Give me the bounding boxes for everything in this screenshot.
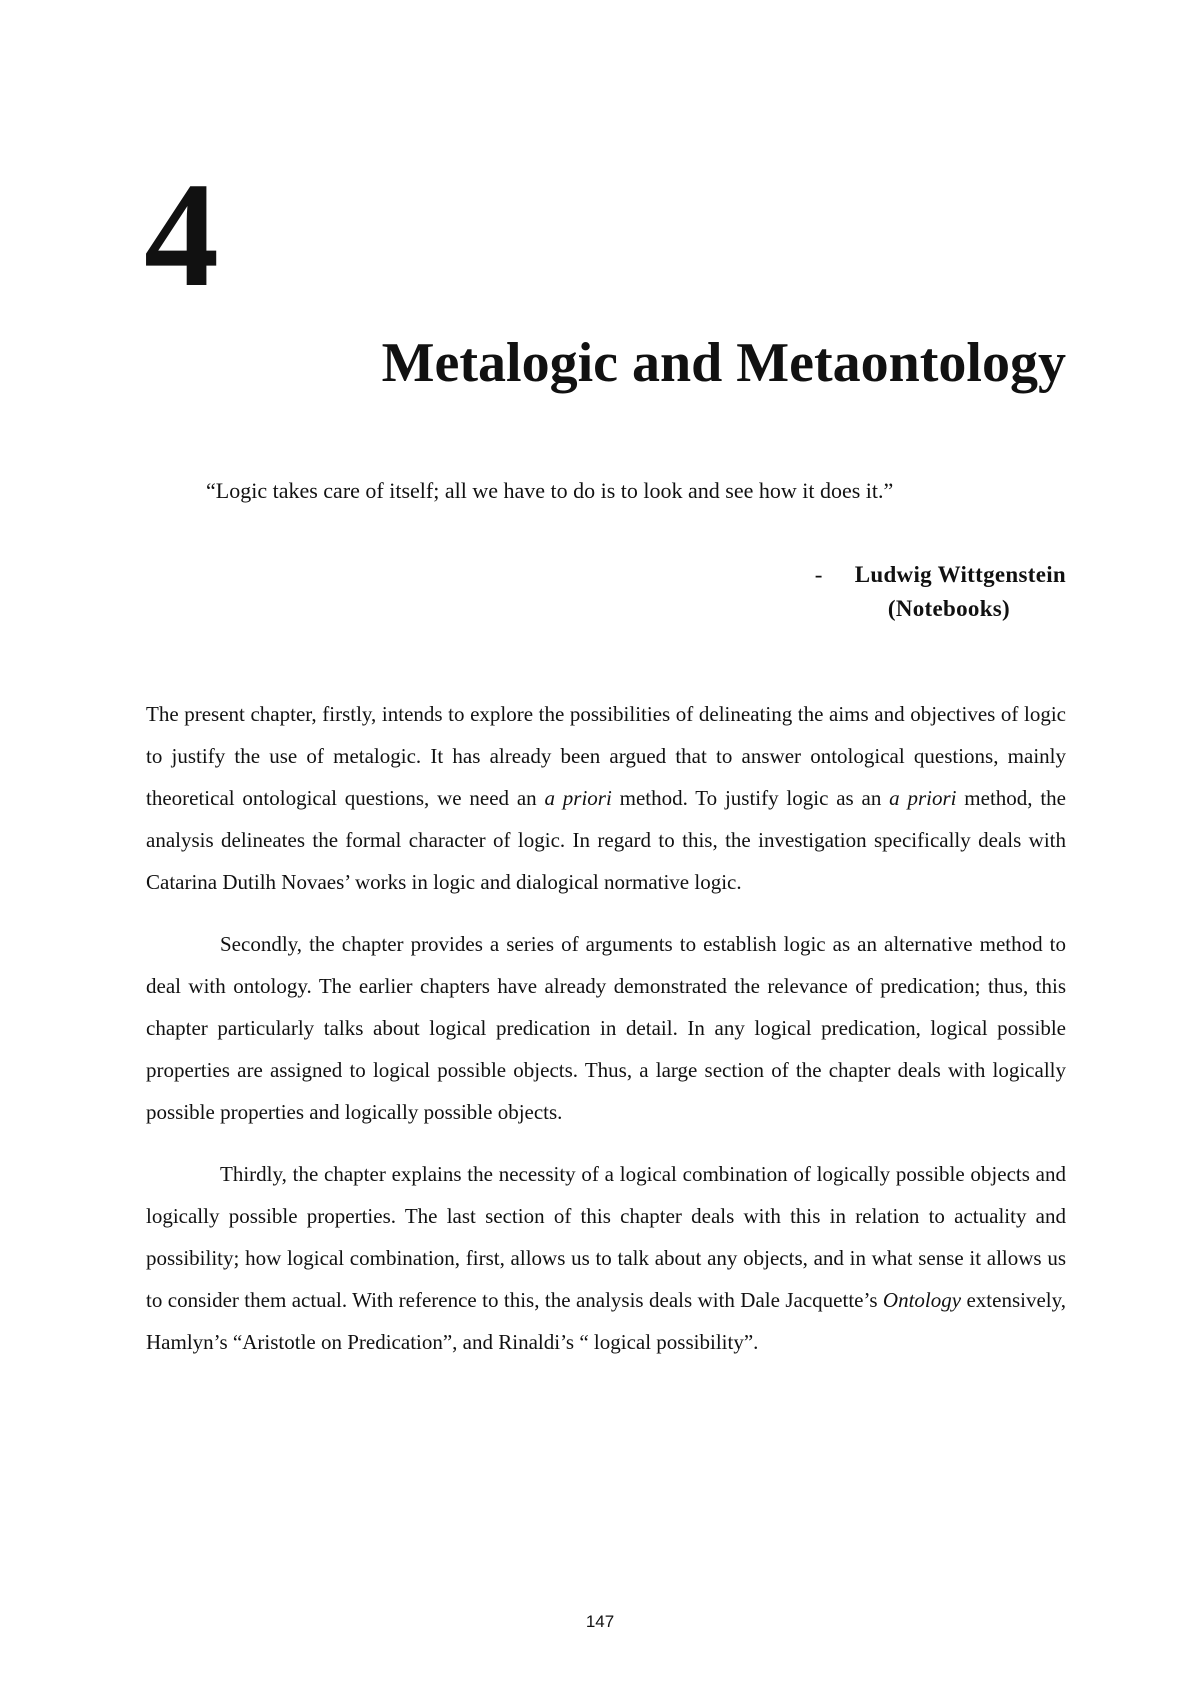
page-number: 147 xyxy=(585,1612,615,1631)
paragraph-3 xyxy=(146,1153,1066,1363)
attribution-dash: - xyxy=(814,562,823,587)
paragraph-1-text-a: The present chapter, firstly, intends to explore the possibilities of delineating the aims and objectives of logic to justify the use of metalogic. It has already been argued that to answer ontological questions, mainly theoretical ontological questions, we need an xyxy=(146,702,1066,810)
epigraph-attribution xyxy=(746,558,1066,626)
paragraph-3-text-b: extensively, Hamlyn’s “Aristotle on Predication”, and Rinaldi’s “ logical possibility”. xyxy=(146,1288,1066,1354)
paragraph-1-emphasis-a: a priori xyxy=(544,786,612,810)
attribution-author: Ludwig Wittgenstein xyxy=(854,562,1066,587)
body-text xyxy=(146,693,1066,1383)
paragraph-2: Secondly, the chapter provides a series of arguments to establish logic as an alternative method to deal with ontology. The earlier chapters have already demonstrated the relevance of predication; thus, this chapter particularly talks about logical predication in detail. In any logical predication, logical possible properties are assigned to logical possible objects. Thus, a large section of the chapter deals with logically possible properties and logically possible objects. xyxy=(146,932,1066,1124)
paragraph-1 xyxy=(146,693,1066,903)
paragraph-3-emphasis: Ontology xyxy=(882,1288,962,1312)
paragraph-1-text-c: method, the analysis delineates the formal character of logic. In regard to this, the investigation specifically deals with Catarina Dutilh Novaes’ works in logic and dialogical normative logic. xyxy=(146,786,1066,894)
attribution-line xyxy=(815,562,1066,587)
paragraph-3-text-a: Thirdly, the chapter explains the necessity of a logical combination of logically possible objects and logically possible properties. The last section of this chapter deals with this in relation to actuality and possibility; how logical combination, first, allows us to talk about any objects, and in what sense it allows us to consider them actual. With reference to this, the analysis deals with Dale Jacquette’s xyxy=(146,1162,1066,1312)
epigraph-quote: “Logic takes care of itself; all we have to do is to look and see how it does it.” xyxy=(206,478,894,503)
chapter-number: 4 xyxy=(144,152,219,318)
paragraph-1-emphasis-b: a priori xyxy=(889,786,957,810)
attribution-source: (Notebooks) xyxy=(887,596,1010,621)
paragraph-1-text-b: method. To justify logic as an xyxy=(611,786,890,810)
chapter-title: Metalogic and Metaontology xyxy=(381,332,1066,394)
